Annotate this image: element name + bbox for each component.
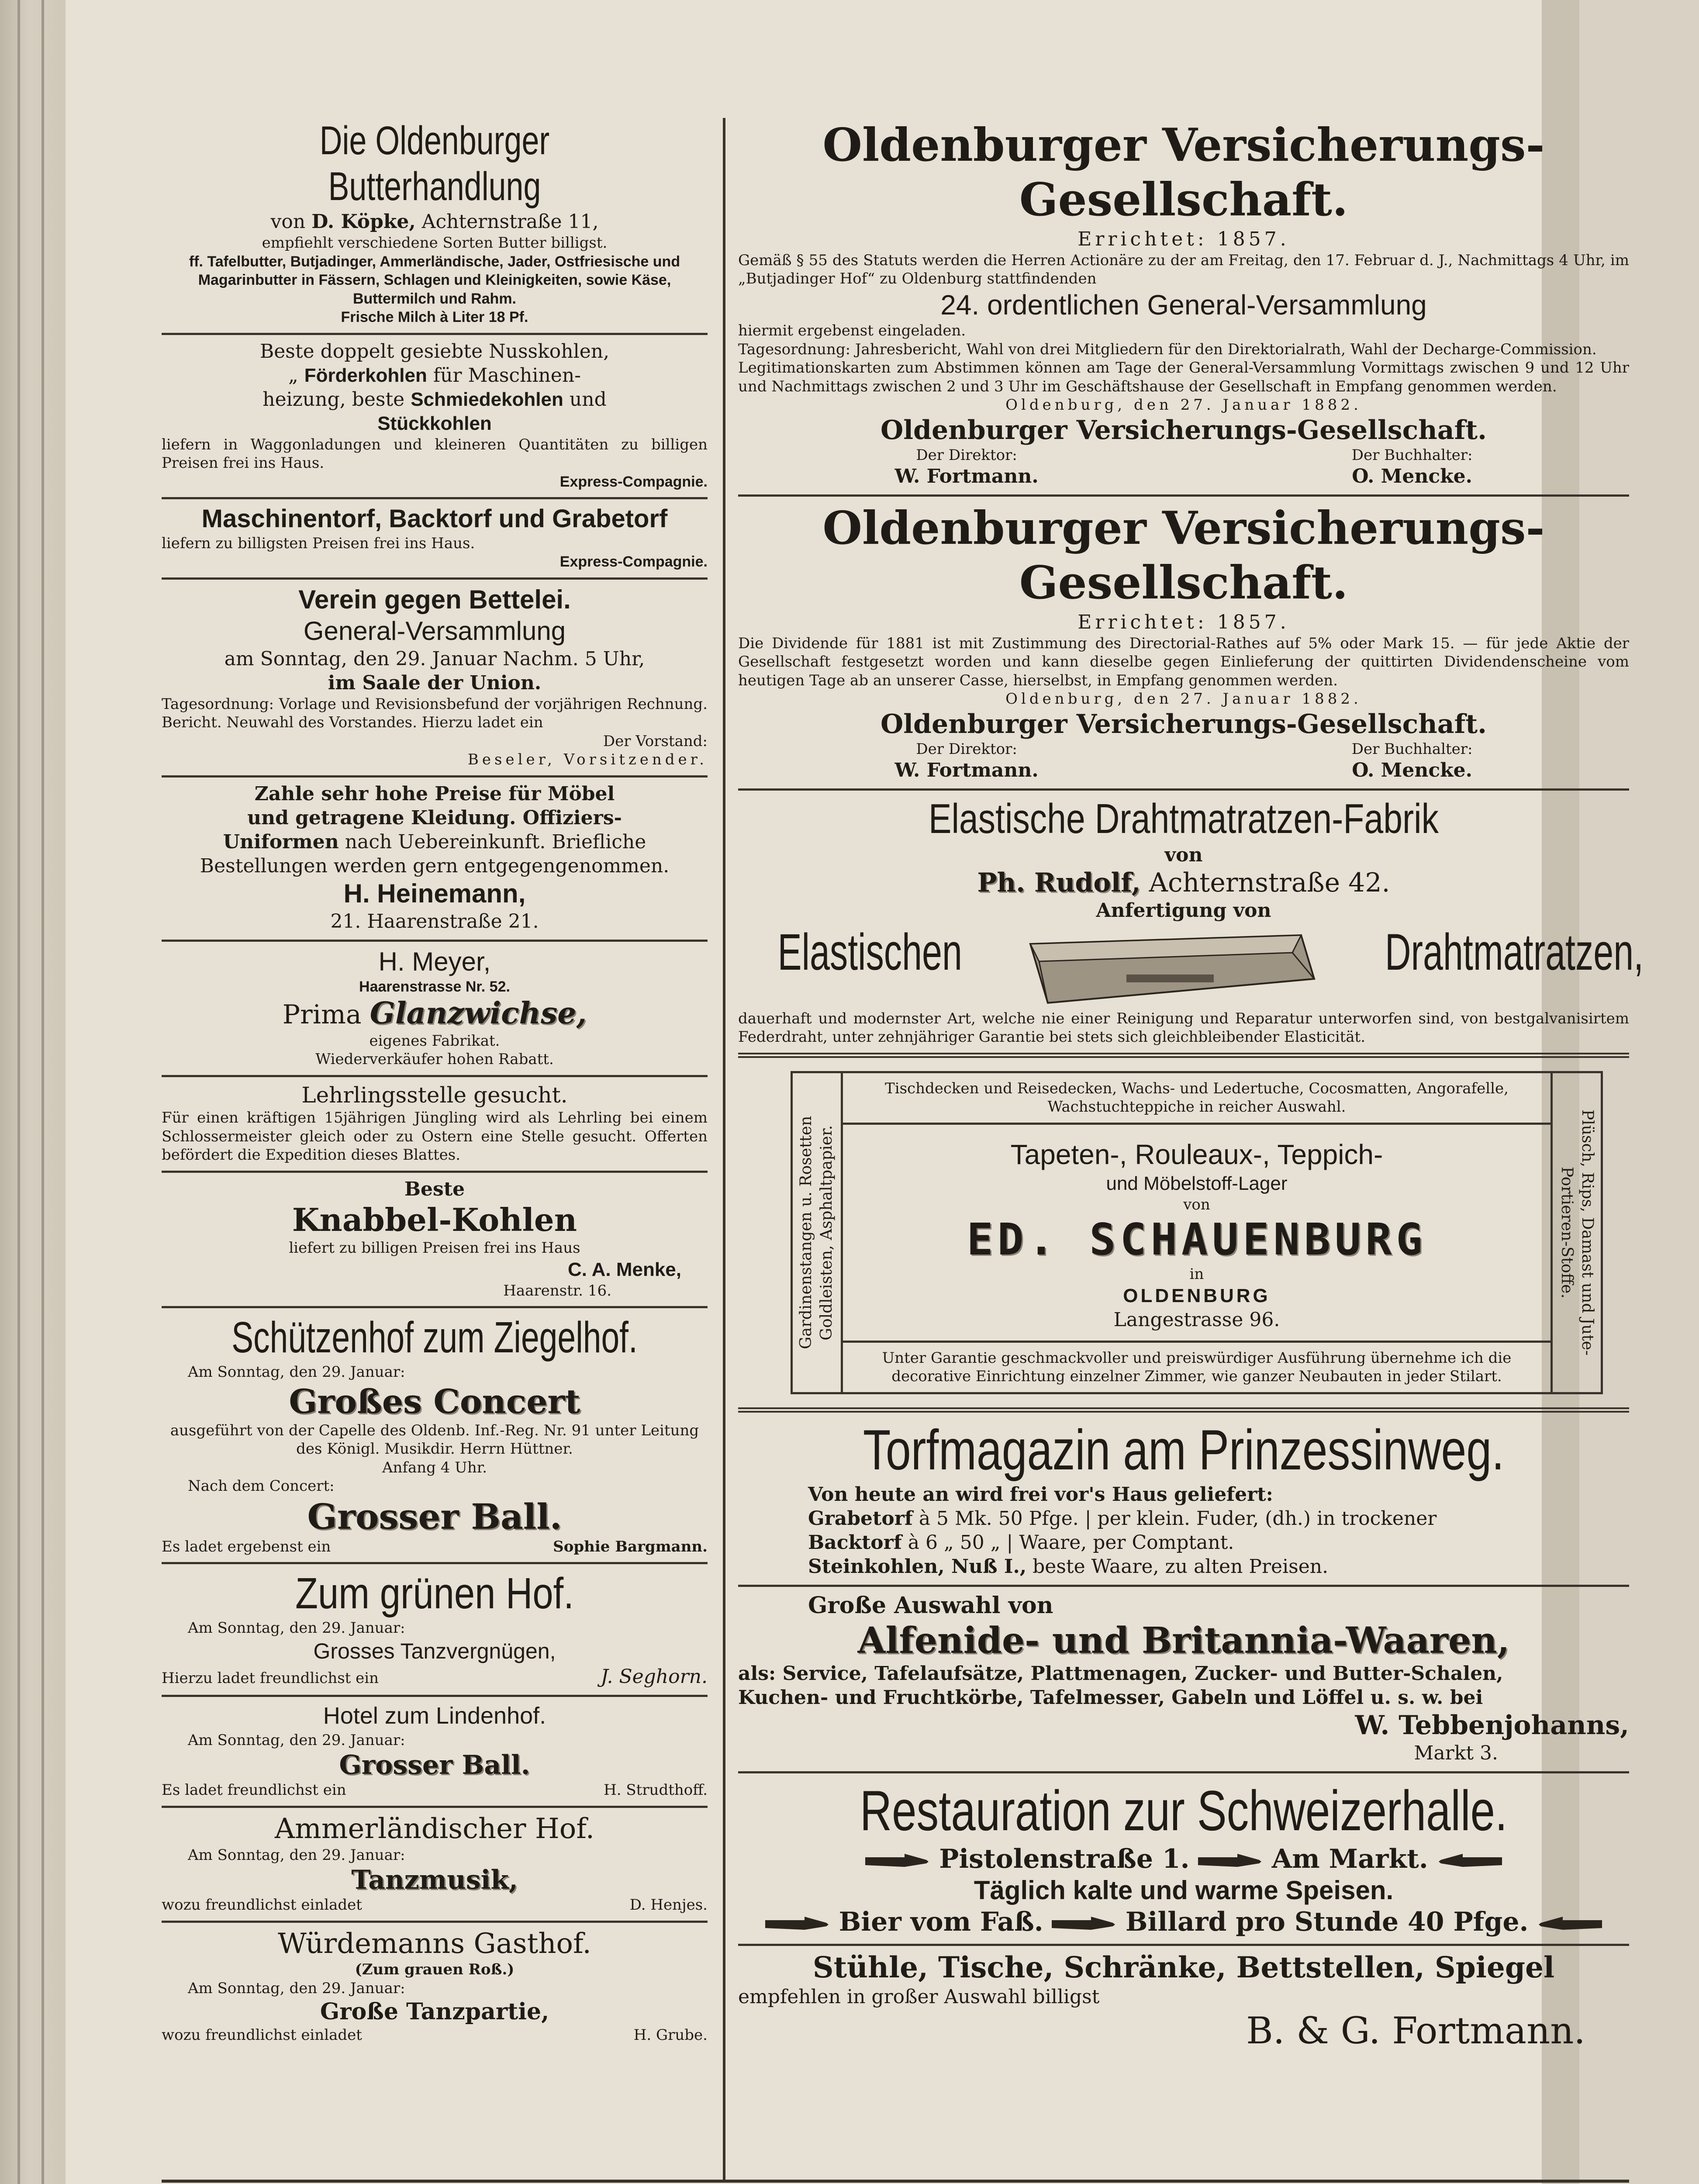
date: Am Sonntag, den 29. Januar: <box>188 1619 405 1637</box>
text: empfiehlt verschiedene Sorten Butter billigst. <box>262 234 608 252</box>
text: als: Service, Tafelaufsätze, Plattmenagen, Zucker- und Butter-Schalen, <box>738 1662 1503 1685</box>
label: Der Direktor: <box>916 446 1017 464</box>
price: à 5 Mk. 50 Pfge. | per klein. Fuder, (dh.) in trockener <box>919 1507 1437 1530</box>
shop-name: C. A. Menke, <box>568 1258 681 1280</box>
text: Billard pro Stunde 40 Pfge. <box>1125 1906 1529 1937</box>
ad-torfmagazin <box>738 1413 1629 1587</box>
text: Anfertigung von <box>1096 899 1271 922</box>
text: Anfang 4 Uhr. <box>382 1458 487 1476</box>
text: Die Dividende für 1881 ist mit Zustimmung des Directorial-Rathes auf 5% oder Mark 15. — für jede Aktie der Gesellschaft festgesetzt worden und kann dieselbe gegen Einlieferung der quittirten Dividendenscheine vom heutigen Tage ab an unserer Casse, hierselbst, in Empfang genommen werden. <box>738 634 1629 689</box>
pointing-hand-icon <box>1198 1852 1264 1870</box>
ad-butterhandlung <box>162 114 708 335</box>
agenda: Tagesordnung: Vorlage und Revisionsbefund der vorjährigen Rechnung. Bericht. Neuwahl des Vorstandes. Hierzu ladet ein <box>162 695 708 732</box>
ad-title: Stühle, Tische, Schränke, Bettstellen, Spiegel <box>812 1950 1555 1984</box>
shop-name: D. Köpke, <box>311 211 416 233</box>
ad-schauenburg <box>738 1058 1629 1413</box>
ad-title: Schützenhof zum Ziegelhof. <box>231 1313 638 1362</box>
product-list: ff. Tafelbutter, Butjadinger, Ammerländische, Jader, Ostfriesische und Magarinbutter in Fässern, Schlagen und Kleinigkeiten, sowie Käse, Buttermilch und Rahm. <box>189 253 680 307</box>
text: dauerhaft und modernster Art, welche nie einer Reinigung und Reparatur unterworfen sind, von bestgalvanisirtem Federdraht, unter zehnjähriger Garantie bei stets sich gleichbleibender Elasticität. <box>738 1009 1629 1046</box>
binding-margin <box>0 0 66 2184</box>
text: ausgeführt von der Capelle des Oldenb. Inf.-Reg. Nr. 91 unter Leitung des Königl. Musikdir. Herrn Hüttner. <box>170 1421 699 1458</box>
pointing-hand-icon <box>1437 1852 1502 1870</box>
established: Errichtet: 1857. <box>1077 228 1290 250</box>
bottom-rule <box>162 2180 1629 2183</box>
event: Grosser Ball. <box>339 1750 530 1781</box>
text: Hierzu ladet freundlichst ein <box>162 1669 379 1687</box>
right-column <box>738 114 1644 2053</box>
text: Kuchen- und Fruchtkörbe, Tafelmesser, Gabeln und Löffel u. s. w. bei <box>738 1686 1483 1709</box>
text: wozu freundlichst einladet <box>162 1896 362 1914</box>
text: heizung, beste <box>262 388 405 411</box>
text: Gemäß § 55 des Statuts werden die Herren Actionäre zu der am Freitag, den 17. Februar d. J., Nachmittags 4 Uhr, im „Butjadinger Hof“ zu Oldenburg stattfindenden <box>738 251 1629 288</box>
text: Uniformen <box>223 830 339 853</box>
text: Tischdecken und Reisedecken, Wachs- und Ledertuche, Cocosmatten, Angorafelle, Wachstuchteppiche in reicher Auswahl. <box>841 1073 1553 1125</box>
ad-kohlen <box>162 335 708 500</box>
signature: O. Mencke. <box>1352 465 1472 488</box>
left-side-text <box>793 1073 843 1392</box>
text: „ <box>288 364 298 387</box>
pointing-hand-icon <box>1537 1915 1602 1932</box>
ad-lehrling <box>162 1077 708 1173</box>
shop-name: H. Heinemann, <box>343 878 526 908</box>
ad-tebbenjohanns <box>738 1587 1629 1773</box>
ad-verein-bettelei <box>162 580 708 778</box>
ad-versicherung-dividende <box>738 497 1629 791</box>
text: von <box>1183 1196 1210 1213</box>
ad-knabbel-kohlen <box>162 1173 708 1308</box>
date: am Sonntag, den 29. Januar Nachm. 5 Uhr, <box>224 647 645 670</box>
signature: Express-Compagnie. <box>559 473 708 490</box>
address: Achternstraße 42. <box>1149 867 1390 898</box>
ad-schweizerhalle <box>738 1773 1629 1946</box>
text: Unter Garantie geschmackvoller und preiswürdiger Ausführung übernehme ich die decorative Einrichtung einzelner Zimmer, wie ganzer Neubauten in jeder Stilart. <box>841 1341 1553 1392</box>
ad-subtitle: General-Versammlung <box>303 616 566 646</box>
advertisement-sheet <box>109 87 1644 2184</box>
price: à 6 „ 50 „ | Waare, per Comptant. <box>908 1531 1234 1554</box>
signature: D. Henjes. <box>629 1896 708 1914</box>
signature: Beseler, Vorsitzender. <box>467 751 708 769</box>
binding-line <box>41 0 44 2184</box>
ad-title: Restauration zur Schweizerhalle. <box>860 1778 1508 1842</box>
ad-title: Hotel zum Lindenhof. <box>323 1703 546 1729</box>
signature: H. Strudthoff. <box>604 1781 708 1799</box>
text: Es ladet freundlichst ein <box>162 1781 346 1799</box>
label: Der Buchhalter: <box>1351 740 1473 758</box>
signature: W. Fortmann. <box>894 759 1039 782</box>
place: im Saale der Union. <box>328 671 542 694</box>
product-name: Stückkohlen <box>377 412 492 434</box>
text: Legitimationskarten zum Abstimmen können am Tage der General-Versammlung Vormittags zwischen 9 und 12 Uhr und Nachmittags zwischen 2 und 3 Uhr im Geschäftshause der Gesellschaft in Empfang genommen werden. <box>738 359 1629 395</box>
text: in <box>1189 1265 1204 1283</box>
ad-title: Ammerländischer Hof. <box>274 1812 595 1845</box>
text: Bestellungen werden gern entgegengenommen. <box>200 854 670 877</box>
ad-title: Maschinentorf, Backtorf und Grabetorf <box>201 505 668 533</box>
event: Grosser Ball. <box>307 1496 562 1537</box>
text: Prima <box>282 999 362 1030</box>
event: Große Tanzpartie, <box>320 1998 549 2025</box>
ad-title: Knabbel-Kohlen <box>292 1201 577 1238</box>
address: 21. Haarenstraße 21. <box>330 910 539 933</box>
ad-title: Die Oldenburger Butterhandlung <box>319 118 550 209</box>
text: und <box>569 388 607 411</box>
ad-title: Würdemanns Gasthof. <box>278 1927 591 1960</box>
text: Nach dem Concert: <box>188 1477 335 1495</box>
mattress-illustration <box>1013 926 1319 1009</box>
text: nach Uebereinkunft. Briefliche <box>345 830 646 853</box>
ad-fortmann <box>738 1946 1629 2053</box>
agenda: Tagesordnung: Jahresbericht, Wahl von drei Mitgliedern für den Direktorialrath, Wahl der Decharge-Commission. <box>738 340 1597 358</box>
text: Zahle sehr hohe Preise für Möbel <box>254 782 615 805</box>
shop-name: H. Meyer, <box>378 947 491 976</box>
milk-price: Frische Milch à Liter 18 Pf. <box>341 309 528 325</box>
text: Bier vom Faß. <box>839 1906 1043 1937</box>
text: wozu freundlichst einladet <box>162 2026 362 2044</box>
text: von <box>1164 844 1203 867</box>
event: Großes Concert <box>289 1382 580 1421</box>
board-label: Der Vorstand: <box>603 732 708 750</box>
right-side-text <box>1551 1073 1601 1392</box>
signature: J. Seghorn. <box>601 1666 708 1688</box>
signature: O. Mencke. <box>1352 759 1472 782</box>
text: liefert zu billigen Preisen frei ins Haus <box>289 1239 580 1257</box>
text: Beste <box>404 1178 465 1200</box>
text: beste Waare, zu alten Preisen. <box>1033 1555 1329 1578</box>
ad-versicherung-versammlung <box>738 114 1629 497</box>
text: Gardinenstangen u. Rosetten Goldleisten, Asphaltpapier. <box>797 1116 836 1350</box>
text: liefern zu billigsten Preisen frei ins Haus. <box>162 534 475 552</box>
product-name: Grabetorf <box>808 1507 913 1530</box>
product-name: Glanzwichse, <box>369 996 587 1031</box>
signature: Sophie Bargmann. <box>553 1538 708 1555</box>
signature: W. Fortmann. <box>894 465 1039 488</box>
pointing-hand-icon <box>765 1915 831 1932</box>
bordered-ad-frame <box>791 1071 1603 1394</box>
text: Täglich kalte und warme Speisen. <box>974 1875 1394 1905</box>
text: Für einen kräftigen 15jährigen Jüngling wird als Lehrling bei einem Schlossermeister gleich oder zu Ostern eine Stelle gesucht. Offerten befördert die Expedition dieses Blattes. <box>162 1109 708 1164</box>
ad-title: Torfmagazin am Prinzessinweg. <box>863 1417 1505 1482</box>
date: Oldenburg, den 27. Januar 1882. <box>1005 396 1362 414</box>
product-left-word: Elastischen <box>777 923 962 981</box>
event: Tanzmusik, <box>351 1865 518 1896</box>
address: Haarenstrasse Nr. 52. <box>359 978 510 995</box>
ad-lindenhof <box>162 1697 708 1808</box>
label: Der Direktor: <box>916 740 1017 758</box>
text: hiermit ergebenst eingeladen. <box>738 322 966 340</box>
text: für Maschinen- <box>433 364 581 387</box>
left-column <box>162 114 708 2045</box>
ad-drahtmatratzen <box>738 791 1644 1058</box>
meeting-title: 24. ordentlichen General-Versammlung <box>940 289 1427 321</box>
ad-title: Verein gegen Bettelei. <box>298 584 571 614</box>
signature: Express-Compagnie. <box>559 553 708 570</box>
ad-title: Alfenide- und Britannia-Waaren, <box>857 1619 1510 1662</box>
text: empfehlen in großer Auswahl billigst <box>738 1985 1100 2008</box>
label: Der Buchhalter: <box>1351 446 1473 464</box>
ad-meyer <box>162 942 708 1077</box>
text: und getragene Kleidung. Offiziers- <box>247 806 622 829</box>
ad-ammerlaendischer-hof <box>162 1808 708 1923</box>
shop-name: Ph. Rudolf, <box>977 867 1141 898</box>
text: Von heute an wird frei vor's Haus geliefert: <box>808 1483 1273 1506</box>
product-name: Schmiedekohlen <box>411 388 563 410</box>
ad-subtitle: (Zum grauen Roß.) <box>355 1961 515 1979</box>
date: Am Sonntag, den 29. Januar: <box>188 1731 405 1749</box>
product-name: Förderkohlen <box>304 364 427 386</box>
address: Langestrasse 96. <box>1113 1308 1280 1331</box>
text: Wiederverkäufer hohen Rabatt. <box>315 1051 554 1068</box>
city: OLDENBURG <box>1123 1285 1271 1306</box>
ad-title: Tapeten-, Rouleaux-, Teppich- <box>1010 1138 1383 1170</box>
signature: H. Grube. <box>633 2026 708 2044</box>
pointing-hand-icon <box>1052 1915 1117 1932</box>
ad-title: Elastische Drahtmatratzen-Fabrik <box>928 795 1439 843</box>
text: Beste doppelt gesiebte Nusskohlen, <box>259 340 610 363</box>
product-name: Backtorf <box>808 1531 902 1554</box>
established: Errichtet: 1857. <box>1077 611 1290 633</box>
ad-subtitle: und Möbelstoff-Lager <box>1106 1172 1288 1194</box>
text: eigenes Fabrikat. <box>369 1032 500 1050</box>
product-right-word: Drahtmatratzen, <box>1385 923 1644 981</box>
text: Achternstraße 11, <box>421 211 599 233</box>
date: Am Sonntag, den 29. Januar: <box>188 1979 405 1997</box>
address: Am Markt. <box>1271 1843 1428 1874</box>
text: Große Auswahl von <box>808 1592 1053 1619</box>
date: Am Sonntag, den 29. Januar: <box>188 1363 405 1381</box>
ad-wuerdemann <box>162 1923 708 2045</box>
date: Am Sonntag, den 29. Januar: <box>188 1846 405 1864</box>
product-name: Steinkohlen, Nuß I., <box>808 1555 1027 1578</box>
shop-name: W. Tebbenjohanns, <box>1355 1710 1629 1741</box>
ad-title: Oldenburger Versicherungs-Gesellschaft. <box>822 118 1545 226</box>
shop-name: B. & G. Fortmann. <box>1246 2009 1585 2052</box>
ad-title: Lehrlingsstelle gesucht. <box>301 1082 568 1108</box>
event: Grosses Tanzvergnügen, <box>313 1638 556 1663</box>
pointing-hand-icon <box>865 1852 931 1870</box>
ad-schuetzenhof <box>162 1308 708 1564</box>
company-name: Oldenburger Versicherungs-Gesellschaft. <box>880 708 1487 740</box>
date: Oldenburg, den 27. Januar 1882. <box>1005 690 1362 708</box>
binding-line <box>17 0 20 2184</box>
text: von <box>270 211 306 233</box>
text: Es ladet ergebenst ein <box>162 1538 331 1555</box>
ad-gruener-hof <box>162 1564 708 1697</box>
text: Plüsch, Rips, Damast und Jute-Portieren-Stoffe. <box>1558 1109 1596 1356</box>
ad-title: Oldenburger Versicherungs-Gesellschaft. <box>822 501 1545 610</box>
column-divider <box>723 118 725 2180</box>
company-name: Oldenburger Versicherungs-Gesellschaft. <box>880 415 1487 446</box>
shop-name: ED. SCHAUENBURG <box>967 1214 1427 1265</box>
ad-heinemann <box>162 778 708 942</box>
ad-title: Zum grünen Hof. <box>295 1569 574 1618</box>
ad-maschinentorf <box>162 499 708 580</box>
address: Haarenstr. 16. <box>503 1282 611 1299</box>
text: liefern in Waggonladungen und kleineren Quantitäten zu billigen Preisen frei ins Haus. <box>162 435 708 472</box>
address: Pistolenstraße 1. <box>939 1843 1190 1874</box>
address: Markt 3. <box>1414 1742 1498 1764</box>
